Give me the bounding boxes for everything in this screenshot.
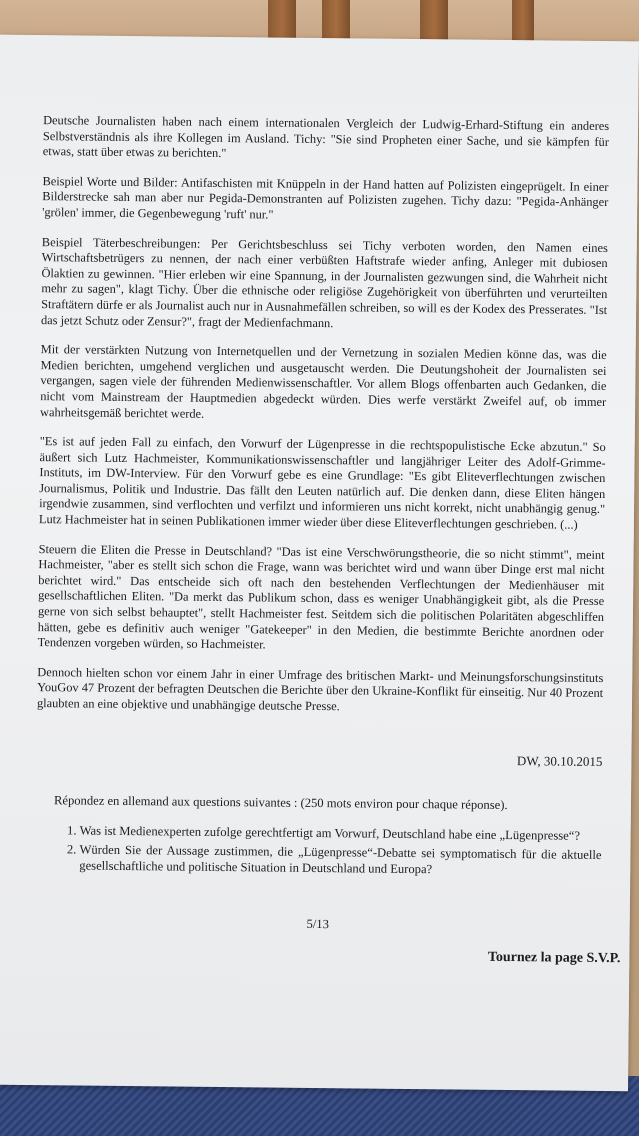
paragraph: Deutsche Journalisten haben nach einem internationalen Vergleich der Ludwig-Erhard-Stiftung ein anderes Selbstverständnis als ihre Kollegen im Ausland. Tichy: "Sie sind Propheten einer Sache, und sie kämpfen für etwas, statt über etwas zu berichten." (42, 113, 610, 161)
paragraph: Dennoch hielten schon vor einem Jahr in einer Umfrage des britischen Markt- und Meinungsforschungsinstituts YouGov 47 Prozent der befragten Deutschen die Berichte über den Ukraine-Konflikt für einseitig. Nur 40 Prozent glaubten an eine objektive und unabhängige deutsche Presse. (36, 664, 604, 714)
document-page (0, 35, 639, 1092)
question-item: 1. Was ist Medienexperten zufolge gerechtfertigt am Vorwurf, Deutschland habe eine „Lügenpresse“? (80, 823, 602, 844)
document-body (34, 113, 621, 967)
question-list (53, 823, 602, 880)
paragraph: Beispiel Täterbeschreibungen: Per Gerichtsbeschluss sei Tichy verboten worden, den Namen eines Wirtschaftsbetrügers zu nennen, der nach einer verbüßten Haftstrafe wieder anfing, Anleger mit dubiosen Ölaktien zu gewinnen. "Hier erleben wir eine Spannung, in der Journalisten gezwungen sind, die Wahrheit nicht mehr zu sagen", klagt Tichy. Über die ethnische oder religiöse Zugehörigkeit von überführten und verurteilten Straftätern dürfe er als Journalist auch nur in Ausnahmefällen schreiben, so will es der Kodex des Presserates. "Ist das jetzt Schutz oder Zensur?", fragt der Medienfachmann. (40, 234, 608, 330)
question-instructions: Répondez en allemand aux questions suivantes : (250 mots environ pour chaque réponse). (53, 793, 508, 813)
paragraph: Beispiel Worte und Bilder: Antifaschisten mit Knüppeln in der Hand hatten auf Polizisten eingeprügelt. In einer Bilderstrecke sah man aber nur Pegida-Demonstranten auf Polizisten zugehen. Tichy dazu: "Pegida-Anhänger 'grölen' immer, die Gegenbewegung 'ruft' nur." (42, 173, 609, 222)
page-number: 5/13 (306, 916, 329, 931)
question-item: 2. Würden Sie der Aussage zustimmen, die „Lügenpresse“-Debatte sei symptomatisch für die aktuelle gesellschaftliche und politische Situation in Deutschland und Europa? (79, 843, 601, 880)
source-date: DW, 30.10.2015 (516, 752, 603, 769)
paragraph: Steuern die Eliten die Presse in Deutschland? "Das ist eine Verschwörungstheorie, die so nicht stimmt", meint Hachmeister, "aber es stellt sich schon die Frage, wann was berichtet wird und wann über Dinge erst mal nicht berichtet wird." Das entscheide sich oft nach den bestehenden Verflechtungen der Medienhäuser mit gesellschaftlichen Eliten. "Da merkt das Publikum schon, dass es weniger Unabhängigkeit gibt, als die Presse gerne von sich selbst behauptet", stellt Hachmeister fest. Seitdem sich die politischen Polaritäten abgeschliffen hätten, gebe es definitiv auch weniger "Gatekeeper" in den Medien, die bestimmte Berichte anordnen oder Tendenzen vorgeben würden, so Hachmeister. (37, 541, 605, 652)
paragraph: Mit der verstärkten Nutzung von Internetquellen und der Vernetzung in sozialen Medien könne das, was die Medien berichten, umgehend verglichen und ausgetauscht werden. Die Deutungshoheit der Journalisten sei vergangen, sagen viele der führenden Medienwissenschaftler. Vor allem Blogs offenbarten auch Gedanken, die nicht vom Mainstream der Hauptmedien abgedeckt würden. Dies werfe verstärkt Zweifel auf, ob immer wahrheitsgemäß berichtet werde. (39, 342, 607, 421)
turn-page-note: Tournez la page S.V.P. (487, 949, 621, 967)
paragraph: "Es ist auf jeden Fall zu einfach, den Vorwurf der Lügenpresse in die rechtspopulistische Ecke abzutun." So äußert sich Lutz Hachmeister, Kommunikationswissenschaftler und langjähriger Leiter des Adolf-Grimme-Instituts, im DW-Interview. Für den Vorwurf gebe es eine Grundlage: "Es gibt Eliteverflechtungen zwischen Journalismus, Politik und Industrie. Das fällt den Leuten natürlich auf. Die denken dann, diese Eliten hängen irgendwie zusammen, sind verflochten und verfilzt und informieren uns nicht korrekt, nicht unabhängig genug." Lutz Hachmeister hat in seinen Publikationen immer wieder über diese Eliteverflechtungen geschrieben. (...) (38, 434, 606, 532)
